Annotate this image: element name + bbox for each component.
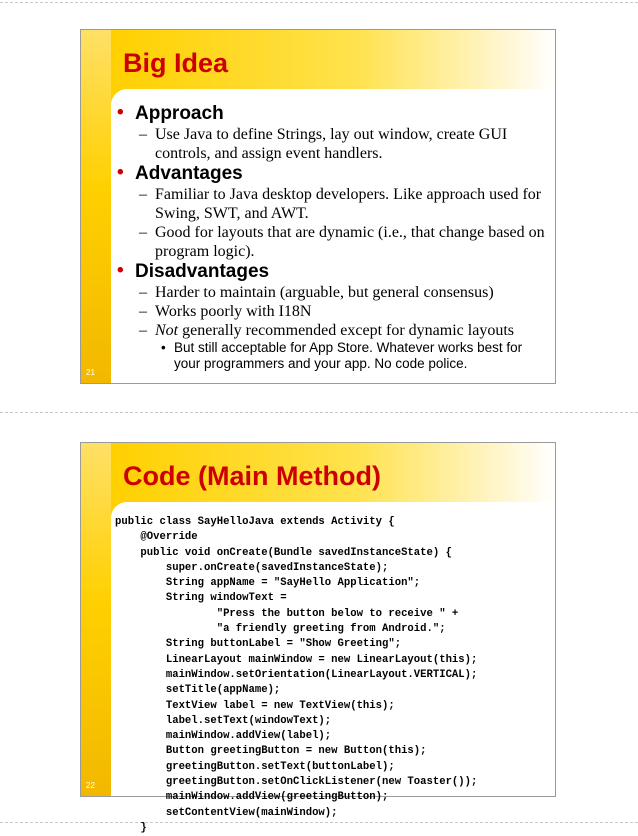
code-line: setTitle(appName); (115, 684, 281, 697)
slide-number: 22 (86, 781, 95, 790)
third-level-bullet (111, 340, 555, 372)
slide-number: 21 (86, 368, 95, 377)
slide-title: Code (Main Method) (123, 461, 381, 491)
bullet-heading: Approach (135, 103, 224, 124)
code-line: greetingButton.setOnClickListener(new Toaster()); (115, 776, 478, 789)
code-line: greetingButton.setText(buttonLabel); (115, 760, 395, 773)
third-level-text: But still acceptable for App Store. Whatever works best for your programmers and your app. No code police. (174, 340, 523, 371)
code-block (115, 515, 551, 836)
cut-line-top (0, 2, 638, 3)
code-line: setContentView(mainWindow); (115, 806, 338, 819)
dash-icon: – (139, 322, 147, 339)
code-line: Button greetingButton = new Button(this); (115, 745, 427, 758)
dash-icon: – (139, 186, 147, 203)
bullet-disadvantages (111, 261, 555, 283)
dash-icon: – (139, 126, 147, 143)
code-line: super.onCreate(savedInstanceState); (115, 561, 389, 574)
small-bullet-icon: • (161, 340, 166, 355)
sub-bullet (111, 321, 555, 340)
slide-code-main-method (80, 442, 556, 834)
code-line: label.setText(windowText); (115, 714, 332, 727)
slide-big-idea (80, 29, 556, 384)
slide-side-tab (81, 443, 111, 796)
code-line: @Override (115, 531, 198, 544)
sub-bullet-text: Use Java to define Strings, lay out window, create GUI controls, and assign event handlers. (155, 126, 508, 162)
slide-side-tab (81, 30, 111, 383)
slide-title: Big Idea (123, 48, 229, 78)
sub-bullet (111, 125, 555, 163)
code-line: mainWindow.addView(label); (115, 730, 332, 743)
code-line: mainWindow.addView(greetingButton); (115, 791, 389, 804)
cut-line-middle (0, 412, 638, 413)
sub-bullet (111, 223, 555, 261)
code-line: String buttonLabel = "Show Greeting"; (115, 638, 402, 651)
code-line: LinearLayout mainWindow = new LinearLayout(this); (115, 653, 478, 666)
sub-bullet-text: Works poorly with I18N (155, 303, 312, 320)
slide-body (111, 103, 555, 372)
code-line: public void onCreate(Bundle savedInstanceState) { (115, 546, 452, 559)
sub-bullet-text: generally recommended except for dynamic layouts (178, 322, 514, 339)
code-line: String appName = "SayHello Application"; (115, 577, 421, 590)
code-line: mainWindow.setOrientation(LinearLayout.VERTICAL); (115, 668, 478, 681)
sub-bullet-text: Harder to maintain (arguable, but general consensus) (155, 284, 494, 301)
code-line: } (115, 821, 147, 834)
bullet-heading: Disadvantages (135, 261, 270, 282)
code-line: String windowText = (115, 592, 287, 605)
bullet-dot-icon: • (117, 102, 124, 123)
code-line: "Press the button below to receive " + (115, 607, 459, 620)
bullet-dot-icon: • (117, 162, 124, 183)
sub-bullet-text: Familiar to Java desktop developers. Like approach used for Swing, SWT, and AWT. (155, 186, 542, 222)
bullet-advantages (111, 163, 555, 185)
code-line: public class SayHelloJava extends Activity { (115, 516, 395, 528)
bullet-heading: Advantages (135, 163, 243, 184)
dash-icon: – (139, 284, 147, 301)
sub-bullet (111, 185, 555, 223)
sub-bullet (111, 283, 555, 302)
emphasis-text: Not (155, 322, 179, 339)
bullet-approach (111, 103, 555, 125)
code-line: "a friendly greeting from Android."; (115, 623, 446, 636)
sub-bullet (111, 302, 555, 321)
dash-icon: – (139, 303, 147, 320)
sub-bullet-text: Good for layouts that are dynamic (i.e., that change based on program logic). (155, 224, 545, 260)
code-line: TextView label = new TextView(this); (115, 699, 395, 712)
dash-icon: – (139, 224, 147, 241)
bullet-dot-icon: • (117, 260, 124, 281)
